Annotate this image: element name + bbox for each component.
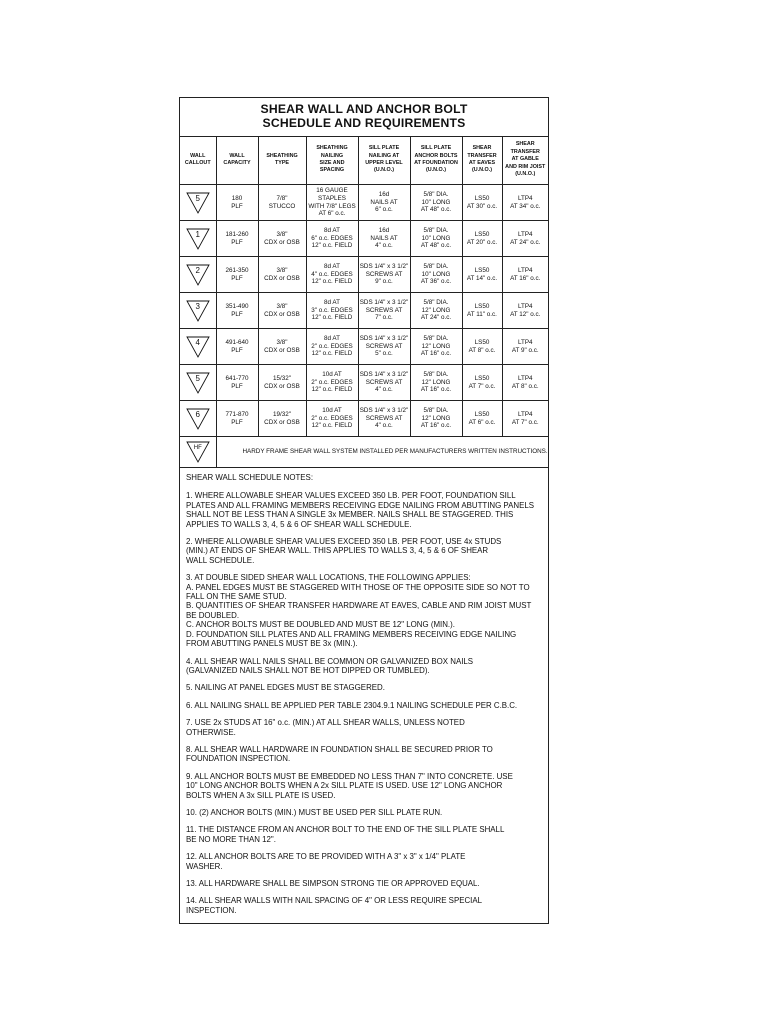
wall-capacity-cell: 351-490 PLF [216, 293, 258, 329]
anchor-bolts-cell: 5/8" DIA. 10" LONG AT 48" o.c. [410, 185, 462, 221]
transfer-eaves-cell: LS50 AT 7" o.c. [462, 365, 502, 401]
note-item: 1. WHERE ALLOWABLE SHEAR VALUES EXCEED 350 LB. PER FOOT, FOUNDATION SILL PLATES AND ALL FRAMING MEMBERS RECEIVING EDGE NAILING FROM ABUTTING PANELS SHALL NOT BE LESS THAN A SINGLE 3x MEMBER. NAILS SHALL BE STAGGERED. THIS APPLIES TO WALLS 3, 4, 5 & 6 OF SHEAR WALL SCHEDULE. [186, 491, 534, 529]
transfer-gable-cell: LTP4 AT 16" o.c. [502, 257, 548, 293]
table-row [180, 257, 548, 293]
anchor-bolts-cell: 5/8" DIA. 10" LONG AT 48" o.c. [410, 221, 462, 257]
header-anchor-bolts: SILL PLATE ANCHOR BOLTS AT FOUNDATION (U.N.O.) [410, 136, 462, 185]
hardy-frame-row [180, 437, 548, 468]
transfer-gable-cell: LTP4 AT 7" o.c. [502, 401, 548, 437]
transfer-gable-cell: LTP4 AT 24" o.c. [502, 221, 548, 257]
sheathing-nailing-cell: 10d AT 2" o.c. EDGES 12" o.c. FIELD [306, 365, 358, 401]
notes-title: SHEAR WALL SCHEDULE NOTES: [186, 473, 314, 482]
sheathing-type-cell: 3/8" CDX or OSB [258, 221, 306, 257]
header-transfer-gable: SHEAR TRANSFER AT GABLE AND RIM JOIST (U.N.O.) [502, 136, 548, 185]
wall-callout-cell [180, 401, 216, 437]
triangle-callout-icon: 4 [186, 336, 210, 358]
header-sheathing-nailing: SHEATHING NAILING SIZE AND SPACING [306, 136, 358, 185]
note-item: 12. ALL ANCHOR BOLTS ARE TO BE PROVIDED WITH A 3" x 3" x 1/4" PLATE WASHER. [186, 852, 466, 871]
hf-callout-cell [180, 437, 216, 468]
transfer-eaves-cell: LS50 AT 11" o.c. [462, 293, 502, 329]
wall-callout-cell [180, 365, 216, 401]
triangle-callout-icon: 5 [186, 192, 210, 214]
sheathing-nailing-cell: 8d AT 4" o.c. EDGES 12" o.c. FIELD [306, 257, 358, 293]
wall-capacity-cell: 641-770 PLF [216, 365, 258, 401]
transfer-gable-cell: LTP4 AT 9" o.c. [502, 329, 548, 365]
shear-wall-table [180, 136, 548, 468]
sill-plate-nailing-cell: SDS 1/4" x 3 1/2" SCREWS AT 4" o.c. [358, 401, 410, 437]
sill-plate-nailing-cell: 16d NAILS AT 4" o.c. [358, 221, 410, 257]
anchor-bolts-cell: 5/8" DIA. 12" LONG AT 24" o.c. [410, 293, 462, 329]
wall-capacity-cell: 491-640 PLF [216, 329, 258, 365]
note-item: 13. ALL HARDWARE SHALL BE SIMPSON STRONG TIE OR APPROVED EQUAL. [186, 879, 480, 888]
anchor-bolts-cell: 5/8" DIA. 12" LONG AT 16" o.c. [410, 329, 462, 365]
anchor-bolts-cell: 5/8" DIA. 12" LONG AT 16" o.c. [410, 365, 462, 401]
header-sheathing-type: SHEATHING TYPE [258, 136, 306, 185]
schedule-sheet [179, 97, 549, 924]
transfer-eaves-cell: LS50 AT 14" o.c. [462, 257, 502, 293]
table-row [180, 293, 548, 329]
header-wall-capacity: WALL CAPACITY [216, 136, 258, 185]
sheathing-type-cell: 3/8" CDX or OSB [258, 329, 306, 365]
wall-capacity-cell: 261-350 PLF [216, 257, 258, 293]
anchor-bolts-cell: 5/8" DIA. 10" LONG AT 36" o.c. [410, 257, 462, 293]
wall-capacity-cell: 180 PLF [216, 185, 258, 221]
table-row [180, 401, 548, 437]
transfer-gable-cell: LTP4 AT 8" o.c. [502, 365, 548, 401]
table-row [180, 221, 548, 257]
triangle-callout-icon: 3 [186, 300, 210, 322]
transfer-gable-cell: LTP4 AT 34" o.c. [502, 185, 548, 221]
header-wall-callout: WALL CALLOUT [180, 136, 216, 185]
note-item: 10. (2) ANCHOR BOLTS (MIN.) MUST BE USED PER SILL PLATE RUN. [186, 807, 443, 817]
sheathing-nailing-cell: 8d AT 3" o.c. EDGES 12" o.c. FIELD [306, 293, 358, 329]
triangle-callout-icon: HF [186, 441, 210, 463]
transfer-eaves-cell: LS50 AT 20" o.c. [462, 221, 502, 257]
table-row [180, 329, 548, 365]
note-item: 8. ALL SHEAR WALL HARDWARE IN FOUNDATION SHALL BE SECURED PRIOR TO FOUNDATION INSPECTION. [186, 744, 493, 764]
sheathing-type-cell: 15/32" CDX or OSB [258, 365, 306, 401]
title-line-2: SCHEDULE AND REQUIREMENTS [262, 116, 466, 130]
anchor-bolts-cell: 5/8" DIA. 12" LONG AT 16" o.c. [410, 401, 462, 437]
schedule-title [180, 98, 548, 137]
table-row [180, 185, 548, 221]
note-item: 14. ALL SHEAR WALLS WITH NAIL SPACING OF 4" OR LESS REQUIRE SPECIAL INSPECTION. [186, 896, 483, 915]
sill-plate-nailing-cell: SDS 1/4" x 3 1/2" SCREWS AT 9" o.c. [358, 257, 410, 293]
table-header-row [180, 136, 548, 185]
sheathing-nailing-cell: 8d AT 2" o.c. EDGES 12" o.c. FIELD [306, 329, 358, 365]
note-item: 9. ALL ANCHOR BOLTS MUST BE EMBEDDED NO LESS THAN 7" INTO CONCRETE. USE 10" LONG ANCHOR BOLTS WHEN A 2x SILL PLATE IS USED. USE 12" LONG ANCHOR BOLTS WHEN A 3x SILL PLATE IS USED. [186, 771, 513, 800]
note-item: 3. AT DOUBLE SIDED SHEAR WALL LOCATIONS, THE FOLLOWING APPLIES: A. PANEL EDGES MUST BE STAGGERED WITH THOSE OF THE OPPOSITE SIDE SO NOT TO FALL ON THE SAME STUD. B. QUANTITIES OF SHEAR TRANSFER HARDWARE AT EAVES, CABLE AND RIM JOIST MUST BE DOUBLED. C. ANCHOR BOLTS MUST BE DOUBLED AND MUST BE 12" LONG (MIN.). D. FOUNDATION SILL PLATES AND ALL FRAMING MEMBERS RECEIVING EDGE NAILING FROM ABUTTING PANELS MUST BE 3x (MIN.). [186, 573, 532, 649]
header-transfer-eaves: SHEAR TRANSFER AT EAVES (U.N.O.) [462, 136, 502, 185]
header-sill-plate-nailing: SILL PLATE NAILING AT UPPER LEVEL (U.N.O.) [358, 136, 410, 185]
sheathing-type-cell: 3/8" CDX or OSB [258, 257, 306, 293]
sheathing-nailing-cell: 16 GAUGE STAPLES WITH 7/8" LEGS AT 6" o.c. [306, 185, 358, 221]
wall-callout-cell [180, 221, 216, 257]
hf-description: HARDY FRAME SHEAR WALL SYSTEM INSTALLED PER MANUFACTURERS WRITTEN INSTRUCTIONS. [216, 437, 548, 468]
transfer-eaves-cell: LS50 AT 30" o.c. [462, 185, 502, 221]
triangle-callout-icon: 5 [186, 372, 210, 394]
wall-callout-cell [180, 329, 216, 365]
sheathing-type-cell: 19/32" CDX or OSB [258, 401, 306, 437]
sill-plate-nailing-cell: SDS 1/4" x 3 1/2" SCREWS AT 7" o.c. [358, 293, 410, 329]
transfer-eaves-cell: LS50 AT 6" o.c. [462, 401, 502, 437]
wall-capacity-cell: 771-870 PLF [216, 401, 258, 437]
wall-callout-cell [180, 257, 216, 293]
note-item: 2. WHERE ALLOWABLE SHEAR VALUES EXCEED 350 LB. PER FOOT, USE 4x STUDS (MIN.) AT ENDS OF SHEAR WALL. THIS APPLIES TO WALLS 3, 4, 5 & 6 OF SHEAR WALL SCHEDULE. [186, 537, 502, 565]
transfer-gable-cell: LTP4 AT 12" o.c. [502, 293, 548, 329]
sheathing-nailing-cell: 8d AT 6" o.c. EDGES 12" o.c. FIELD [306, 221, 358, 257]
sill-plate-nailing-cell: SDS 1/4" x 3 1/2" SCREWS AT 5" o.c. [358, 329, 410, 365]
title-line-1: SHEAR WALL AND ANCHOR BOLT [260, 102, 468, 116]
sheathing-type-cell: 7/8" STUCCO [258, 185, 306, 221]
sill-plate-nailing-cell: 16d NAILS AT 6" o.c. [358, 185, 410, 221]
table-row [180, 365, 548, 401]
sill-plate-nailing-cell: SDS 1/4" x 3 1/2" SCREWS AT 4" o.c. [358, 365, 410, 401]
transfer-eaves-cell: LS50 AT 8" o.c. [462, 329, 502, 365]
triangle-callout-icon: 1 [186, 228, 210, 250]
note-item: 5. NAILING AT PANEL EDGES MUST BE STAGGERED. [186, 683, 385, 693]
note-item: 7. USE 2x STUDS AT 16" o.c. (MIN.) AT ALL SHEAR WALLS, UNLESS NOTED OTHERWISE. [186, 718, 465, 737]
schedule-notes [186, 470, 544, 923]
sheathing-nailing-cell: 10d AT 2" o.c. EDGES 12" o.c. FIELD [306, 401, 358, 437]
note-item: 11. THE DISTANCE FROM AN ANCHOR BOLT TO THE END OF THE SILL PLATE SHALL BE NO MORE THAN 12". [186, 825, 505, 844]
triangle-callout-icon: 2 [186, 264, 210, 286]
note-item: 4. ALL SHEAR WALL NAILS SHALL BE COMMON OR GALVANIZED BOX NAILS (GALVANIZED NAILS SHALL NOT BE HOT DIPPED OR TUMBLED). [186, 656, 474, 675]
triangle-callout-icon: 6 [186, 408, 210, 430]
wall-capacity-cell: 181-260 PLF [216, 221, 258, 257]
note-item: 6. ALL NAILING SHALL BE APPLIED PER TABLE 2304.9.1 NAILING SCHEDULE PER C.B.C. [186, 700, 518, 710]
wall-callout-cell [180, 185, 216, 221]
sheathing-type-cell: 3/8" CDX or OSB [258, 293, 306, 329]
wall-callout-cell [180, 293, 216, 329]
